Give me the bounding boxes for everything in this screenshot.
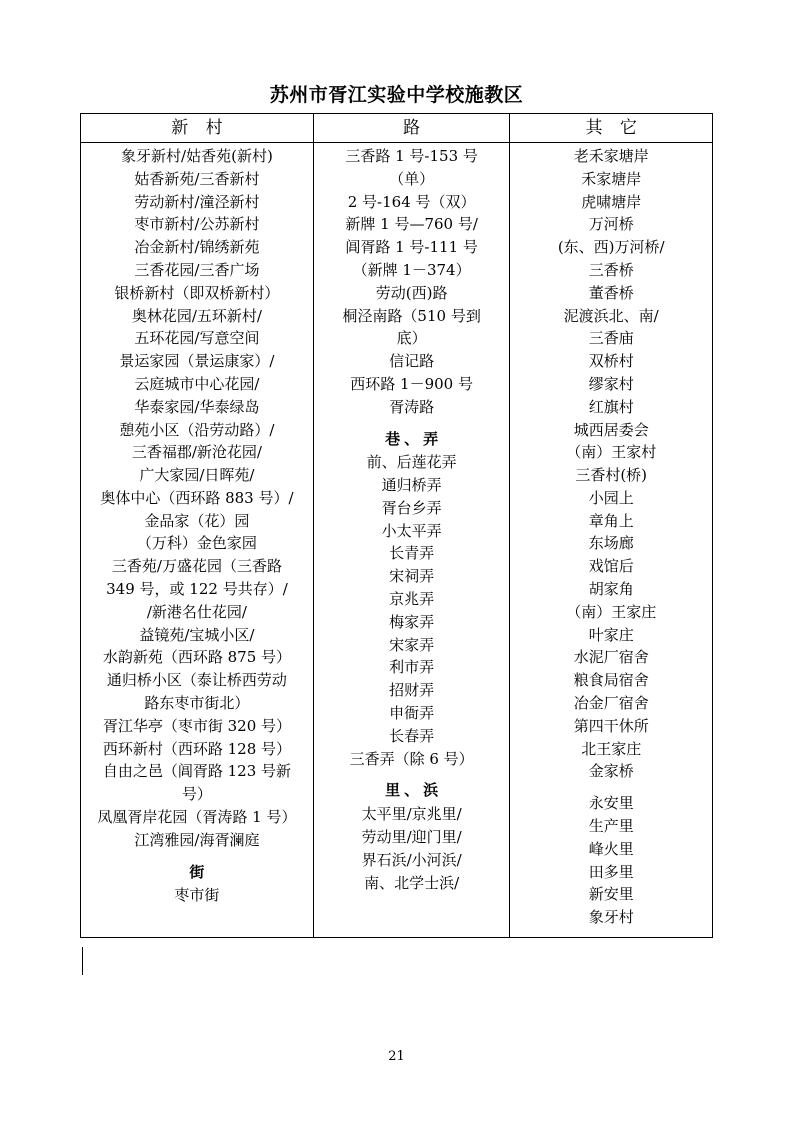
list-item: 界石浜/小河浜/ xyxy=(361,850,462,869)
list-item: 2 号-164 号（双） xyxy=(347,192,476,211)
list-item: 三香福郡/新沧花园/ xyxy=(131,443,262,462)
list-item: 金品家（花）园 xyxy=(144,511,250,530)
list-item: 五环花园/写意空间 xyxy=(134,329,260,348)
list-item: 缪家村 xyxy=(588,374,634,393)
list-item: 小太平弄 xyxy=(381,521,442,540)
block-spacer xyxy=(514,783,708,792)
list-item: 号） xyxy=(181,785,212,804)
list-item: 新牌 1 号—760 号/ xyxy=(345,215,478,234)
list-item: 路东枣市街北） xyxy=(144,694,250,713)
list-item: 姑香新苑/三香新村 xyxy=(134,169,260,188)
list-item: /新港名仕花园/ xyxy=(146,602,247,621)
list-item: 水韵新苑（西环路 875 号） xyxy=(102,648,292,667)
cell-xincun xyxy=(81,142,314,937)
list-item: 益镜苑/宝城小区/ xyxy=(139,625,255,644)
list-item: 宋家弄 xyxy=(389,635,435,654)
page-title: 苏州市胥江实验中学校施教区 xyxy=(269,84,524,106)
list-item: 桐泾南路（510 号到 xyxy=(342,306,481,325)
list-item: 云庭城市中心花园/ xyxy=(134,374,260,393)
list-item: 峰火里 xyxy=(588,839,634,858)
list-item: 胡家角 xyxy=(588,580,634,599)
list-item: 胥台乡弄 xyxy=(381,498,442,517)
list-item: 董香桥 xyxy=(588,283,634,302)
list-item: 三香弄（除 6 号） xyxy=(349,749,474,768)
cell-qita xyxy=(510,142,713,937)
list-item: 万河桥 xyxy=(588,215,634,234)
list-item: （单） xyxy=(389,169,435,188)
list-item: 太平里/京兆里/ xyxy=(361,805,462,824)
list-item: 三香花园/三香广场 xyxy=(134,260,260,279)
list-item: 红旗村 xyxy=(588,397,634,416)
list-item: 劳动新村/潼泾新村 xyxy=(134,192,260,211)
list-item: 永安里 xyxy=(588,794,634,813)
list-item: 京兆弄 xyxy=(389,590,435,609)
list-item: 禾家塘岸 xyxy=(581,169,642,188)
list-item: 象牙新村/姑香苑(新村) xyxy=(121,146,273,165)
list-item: 西环路 1－900 号 xyxy=(350,374,473,393)
table-body xyxy=(81,142,713,937)
list-item: 景运家园（景运康家）/ xyxy=(119,352,275,371)
list-item: 胥江华亭（枣市街 320 号） xyxy=(102,716,292,735)
list-item: 奥体中心（西环路 883 号）/ xyxy=(100,488,294,507)
list-item: 长春弄 xyxy=(389,726,435,745)
list-item: 招财弄 xyxy=(389,681,435,700)
school-district-table xyxy=(80,113,713,938)
list-item: 三香村(桥) xyxy=(575,466,648,485)
table-header-row xyxy=(81,114,713,143)
list-item: 奥林花园/五环新村/ xyxy=(131,306,262,325)
list-item: 枣市街 xyxy=(174,886,220,905)
list-item: 叶家庄 xyxy=(588,625,634,644)
cell-content-lu xyxy=(318,145,506,895)
list-item: 银桥新村（即双桥新村） xyxy=(114,283,280,302)
list-item: 长青弄 xyxy=(389,544,435,563)
list-item: (东、西)万河桥/ xyxy=(557,238,665,257)
cell-content-qita xyxy=(514,145,708,929)
list-item: 田多里 xyxy=(588,862,634,881)
list-item: 三香庙 xyxy=(588,329,634,348)
list-item: 前、后莲花弄 xyxy=(366,453,457,472)
list-item: 冶金厂宿舍 xyxy=(573,694,649,713)
list-item: 江湾雅园/海胥澜庭 xyxy=(134,830,260,849)
list-item: 生产里 xyxy=(588,817,634,836)
list-item: 憩苑小区（沿劳动路）/ xyxy=(119,420,275,439)
list-item: 底） xyxy=(396,329,427,348)
list-item: 胥涛路 xyxy=(389,397,435,416)
list-item: 新安里 xyxy=(588,885,634,904)
list-item: 三香苑/万盛花园（三香路 xyxy=(111,557,282,576)
list-item: （万科）金色家园 xyxy=(136,534,257,553)
list-item: 老禾家塘岸 xyxy=(573,146,649,165)
column-header-lu: 路 xyxy=(313,114,510,143)
list-item: 凤凰胥岸花园（胥涛路 1 号） xyxy=(97,808,297,827)
list-item: 广大家园/日晖苑/ xyxy=(139,466,255,485)
list-item: 三香桥 xyxy=(588,260,634,279)
list-item: 东场廊 xyxy=(588,534,634,553)
list-item: 章角上 xyxy=(588,511,634,530)
list-item: 金家桥 xyxy=(588,762,634,781)
list-item: （南）王家村 xyxy=(566,443,657,462)
list-item: 第四干休所 xyxy=(573,716,649,735)
list-item: 宋祠弄 xyxy=(389,567,435,586)
list-item: 粮食局宿舍 xyxy=(573,671,649,690)
cell-lu xyxy=(313,142,510,937)
list-item: 小园上 xyxy=(588,488,634,507)
sub-heading: 巷、弄 xyxy=(385,429,443,448)
list-item: 通归桥小区（泰让桥西劳动 xyxy=(106,671,287,690)
list-item: 北王家庄 xyxy=(581,739,642,758)
list-item: 阊胥路 1 号-111 号 xyxy=(345,238,478,257)
list-item: 城西居委会 xyxy=(573,420,649,439)
list-item: 349 号，或 122 号共存）/ xyxy=(106,580,288,599)
list-item: 冶金新村/锦绣新苑 xyxy=(134,238,260,257)
margin-mark xyxy=(82,947,83,975)
list-item: 泥渡浜北、南/ xyxy=(563,306,659,325)
list-item: 通归桥弄 xyxy=(381,476,442,495)
sub-heading: 街 xyxy=(189,862,209,881)
list-item: 劳动里/迎门里/ xyxy=(361,828,462,847)
list-item: 梅家弄 xyxy=(389,612,435,631)
list-item: 水泥厂宿舍 xyxy=(573,648,649,667)
list-item: 劳动(西)路 xyxy=(375,283,448,302)
page-number: 21 xyxy=(388,1049,405,1064)
list-item: （新牌 1－374） xyxy=(352,260,471,279)
list-item: 信记路 xyxy=(389,352,435,371)
list-item: 双桥村 xyxy=(588,352,634,371)
list-item: 西环新村（西环路 128 号） xyxy=(102,739,292,758)
list-item: 利市弄 xyxy=(389,658,435,677)
column-header-xincun: 新 村 xyxy=(81,114,314,143)
list-item: 象牙村 xyxy=(588,908,634,927)
list-item: 华泰家园/华泰绿岛 xyxy=(134,397,260,416)
list-item: 南、北学士浜/ xyxy=(364,873,460,892)
list-item: 自由之邑（阊胥路 123 号新 xyxy=(102,762,292,781)
list-item: （南）王家庄 xyxy=(566,602,657,621)
list-item: 戏馆后 xyxy=(588,557,634,576)
sub-heading: 里、浜 xyxy=(385,781,443,800)
cell-content-xincun xyxy=(85,145,309,907)
list-item: 枣市新村/公苏新村 xyxy=(134,215,260,234)
table-header xyxy=(81,114,713,143)
list-item: 三香路 1 号-153 号 xyxy=(345,146,478,165)
column-header-qita: 其 它 xyxy=(510,114,713,143)
table-row xyxy=(81,142,713,937)
list-item: 申衙弄 xyxy=(389,704,435,723)
list-item: 虎啸塘岸 xyxy=(581,192,642,211)
